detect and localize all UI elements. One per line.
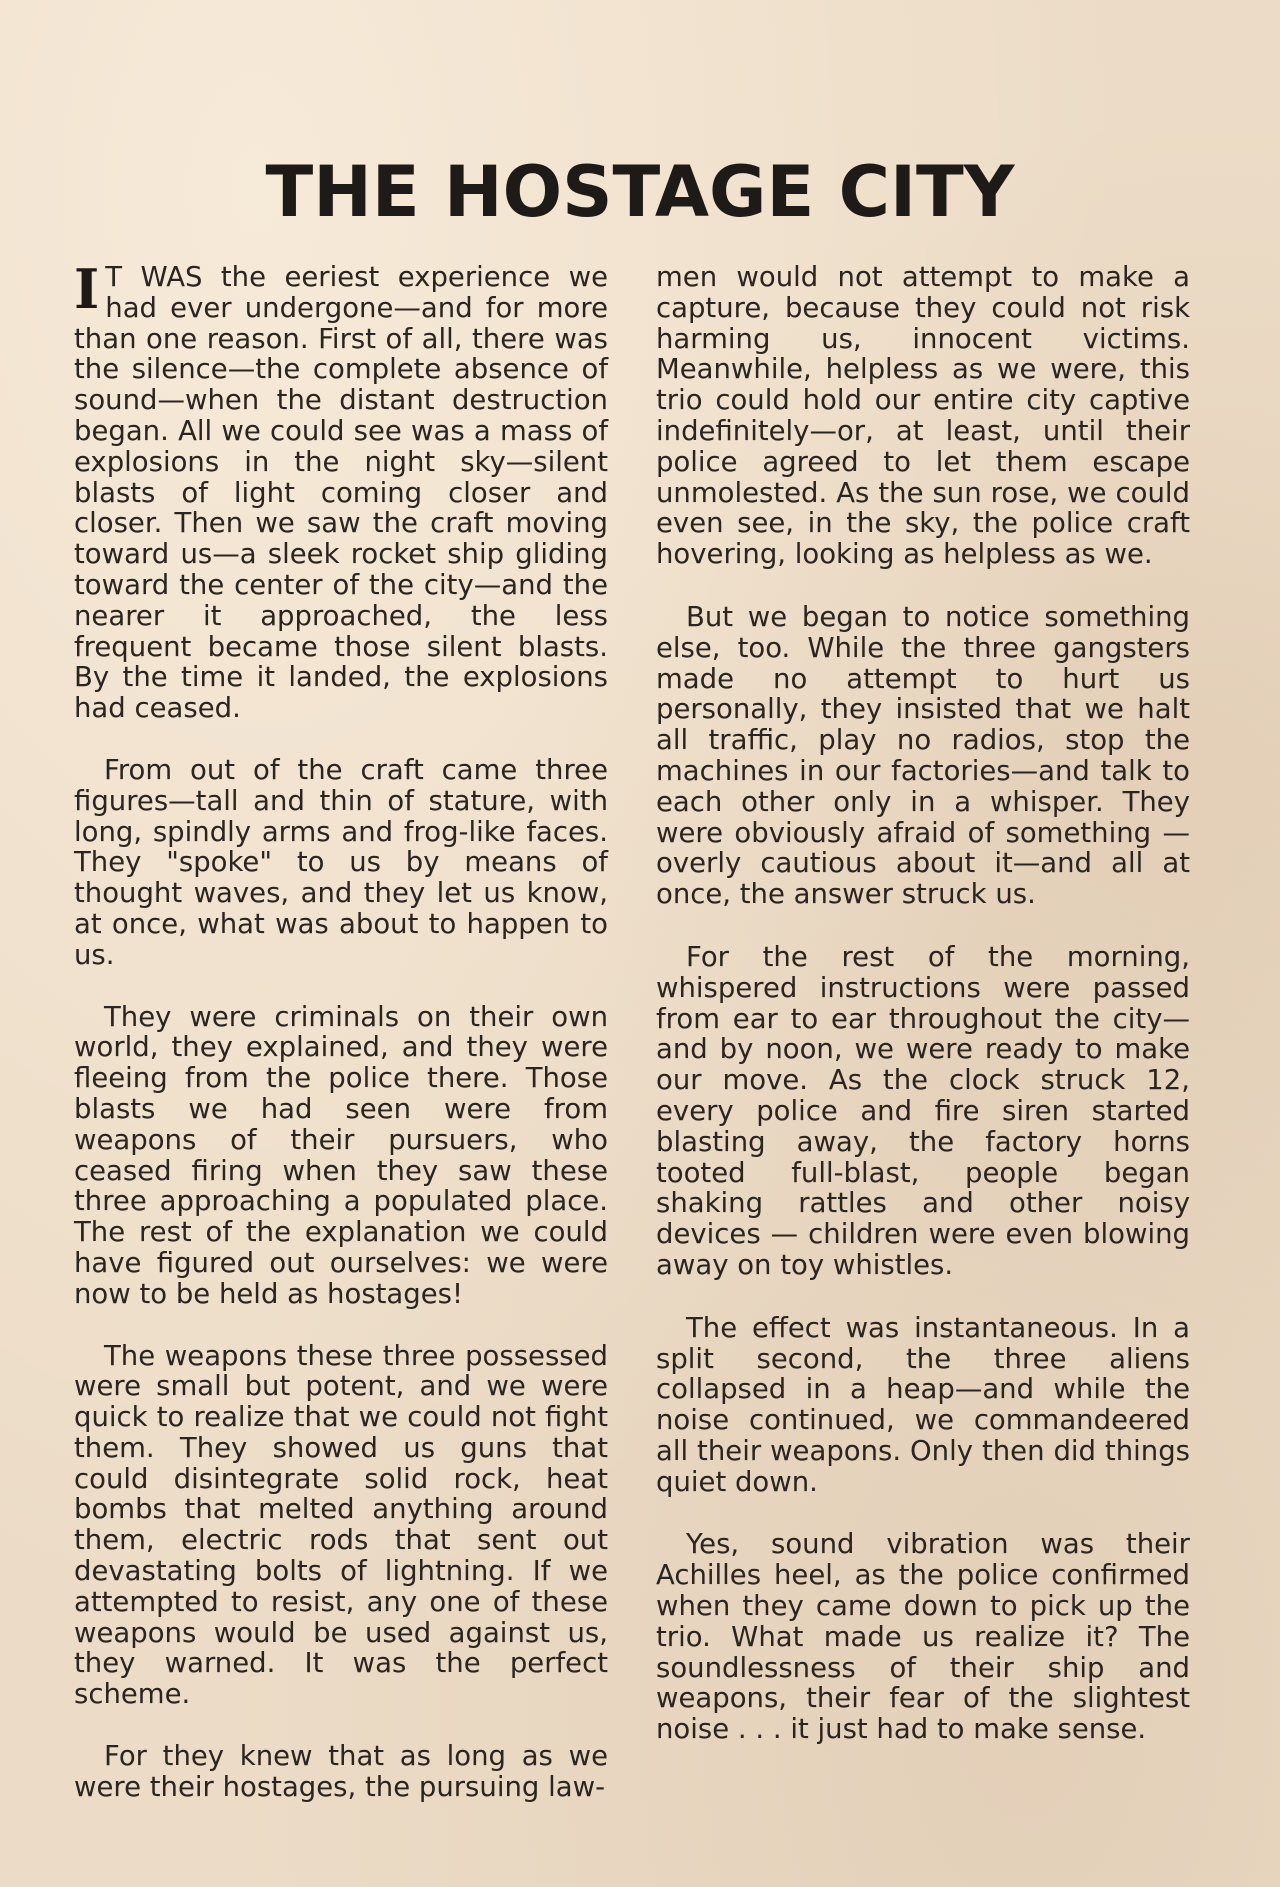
paragraph-1-text: T WAS the eeriest experience we had ever undergone—and for more than one reason. First of all, there was the silence—the complete absence of sound—when the distant destruction began. All we could see was a mass of explosions in the night sky—silent blasts of light coming closer and closer. Then we saw the craft moving toward us—a sleek rocket ship gliding toward the center of the city—and the nearer it approached, the less frequent became those silent blasts. By the time it landed, the explosions had ceased. xyxy=(74,261,608,725)
drop-cap: I xyxy=(74,257,100,321)
story-title: THE HOSTAGE CITY xyxy=(265,151,1015,233)
paragraph-1 xyxy=(74,257,608,725)
paragraph-3: They were criminals on their own world, they explained, and they were fleeing from the police there. Those blasts we had seen were from weapons of their pursuers, who ceased firing when they saw these three approaching a populated place. The rest of the explanation we could have figured out ourselves: we were now to be held as hostages! xyxy=(74,1000,608,1310)
paragraph-9: The effect was instantaneous. In a split second, the three aliens collapsed in a heap—and while the noise continued, we commandeered all their weapons. Only then did things quiet down. xyxy=(656,1311,1190,1498)
paragraph-6: men would not attempt to make a capture, because they could not risk harming us, innocent victims. Meanwhile, helpless as we were, this trio could hold our entire city captive indefinitely—or, at least, until their police agreed to let them escape unmolested. As the sun rose, we could even see, in the sky, the police craft hovering, looking as helpless as we. xyxy=(656,261,1190,571)
right-column xyxy=(656,262,1190,1745)
paragraph-4: The weapons these three possessed were small but potent, and we were quick to realize that we could not fight them. They showed us guns that could disintegrate solid rock, heat bombs that melted anything around them, electric rods that sent out devastating bolts of lightning. If we attempted to resist, any one of these weapons would be used against us, they warned. It was the perfect scheme. xyxy=(74,1339,608,1711)
paragraph-8: For the rest of the morning, whispered instructions were passed from ear to ear throughout the city—and by noon, we were ready to make our move. As the clock struck 12, every police and fire siren started blasting away, the factory horns tooted full-blast, people began shaking rattles and other noisy devices — children were even blowing away on toy whistles. xyxy=(656,940,1190,1281)
paragraph-10: Yes, sound vibration was their Achilles heel, as the police confirmed when they came down to pick up the trio. What made us realize it? The soundlessness of their ship and weapons, their fear of the slightest noise . . . it just had to make sense. xyxy=(656,1528,1190,1746)
paragraph-2: From out of the craft came three figures—tall and thin of stature, with long, spindly arms and frog-like faces. They "spoke" to us by means of thought waves, and they let us know, at once, what was about to happen to us. xyxy=(74,753,608,971)
paragraph-7: But we began to notice something else, too. While the three gangsters made no attempt to hurt us personally, they insisted that we halt all traffic, play no radios, stop the machines in our factories—and talk to each other only in a whisper. They were obviously afraid of something —overly cautious about it—and all at once, the answer struck us. xyxy=(656,600,1190,911)
paragraph-5: For they knew that as long as we were their hostages, the pursuing law- xyxy=(74,1740,608,1803)
left-column xyxy=(74,257,608,1803)
